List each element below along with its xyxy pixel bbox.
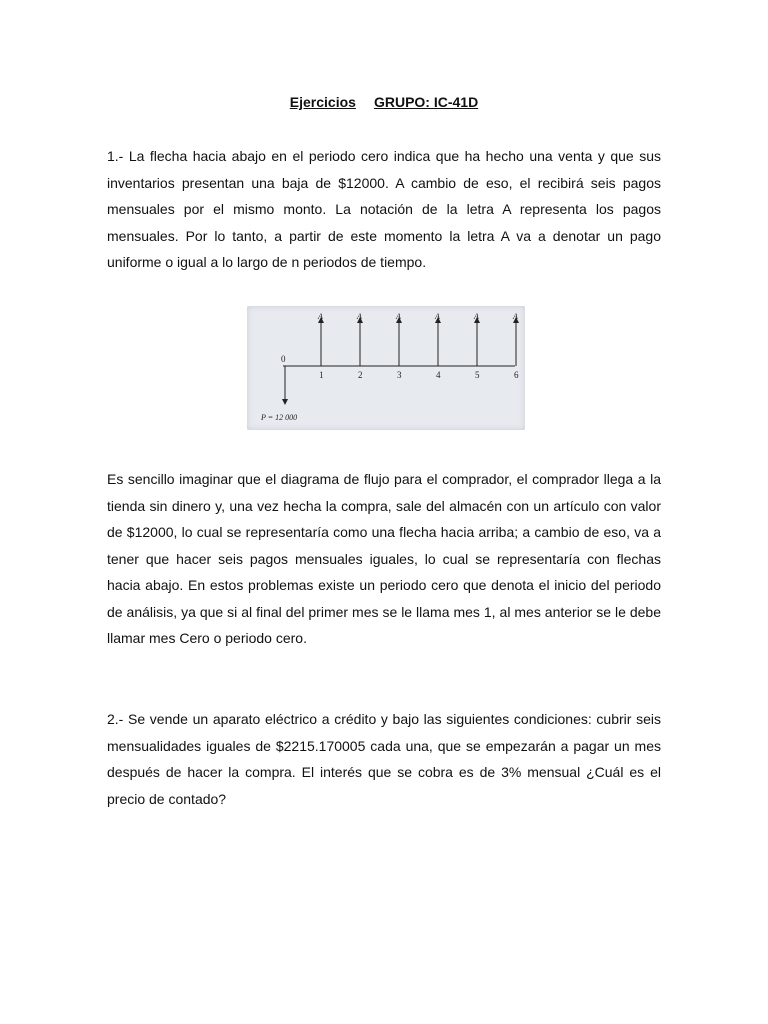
- payment-label-2: A: [357, 312, 362, 321]
- payment-label-5: A: [474, 312, 479, 321]
- period-label-5: 5: [475, 370, 480, 380]
- paragraph-3: 2.- Se vende un aparato eléctrico a crédito y bajo las siguientes condiciones: cubrir seis mensualidades iguales de $2215.170005 cada una, que se empezarán a pagar un mes después de hacer la compra. El interés que se cobra es de 3% mensual ¿Cuál es el precio de contado?: [107, 711, 661, 807]
- page-title: [0, 94, 768, 110]
- title-ejercicios: Ejercicios: [289, 94, 356, 110]
- present-value-label: P = 12 000: [261, 413, 298, 422]
- payment-label-6: A: [513, 312, 518, 321]
- payment-label-3: A: [396, 312, 401, 321]
- cash-flow-svg: [247, 306, 525, 430]
- period-label-2: 2: [358, 370, 363, 380]
- period-marks: [317, 312, 519, 380]
- period-label-4: 4: [436, 370, 441, 380]
- period-zero-label: 0: [281, 354, 286, 364]
- paragraph-2: Es sencillo imaginar que el diagrama de flujo para el comprador, el comprador llega a la tienda sin dinero y, una vez hecha la compra, sale del almacén con un artículo con valor de $12000, lo cual se representaría como una flecha hacia arriba; a cambio de eso, va a tener que hacer seis pagos mensuales iguales, lo cual se representaría con flechas hacia abajo. En estos problemas existe un periodo cero que denota el inicio del periodo de análisis, ya que si al final del primer mes se le llama mes 1, al mes anterior se le debe llamar mes Cero o periodo cero.: [107, 471, 661, 646]
- payment-label-1: A: [318, 312, 323, 321]
- payment-label-4: A: [435, 312, 440, 321]
- period-label-6: 6: [514, 370, 519, 380]
- paragraph-1: 1.- La flecha hacia abajo en el periodo cero indica que ha hecho una venta y que sus inventarios presentan una baja de $12000. A cambio de eso, el recibirá seis pagos mensuales por el mismo monto. La notación de la letra A representa los pagos mensuales. Por lo tanto, a partir de este momento la letra A va a denotar un pago uniforme o igual a lo largo de n periodos de tiempo.: [107, 148, 661, 270]
- period-label-3: 3: [397, 370, 402, 380]
- cash-flow-diagram: [247, 306, 525, 430]
- title-grupo: GRUPO: IC-41D: [373, 94, 479, 110]
- period-label-1: 1: [319, 370, 324, 380]
